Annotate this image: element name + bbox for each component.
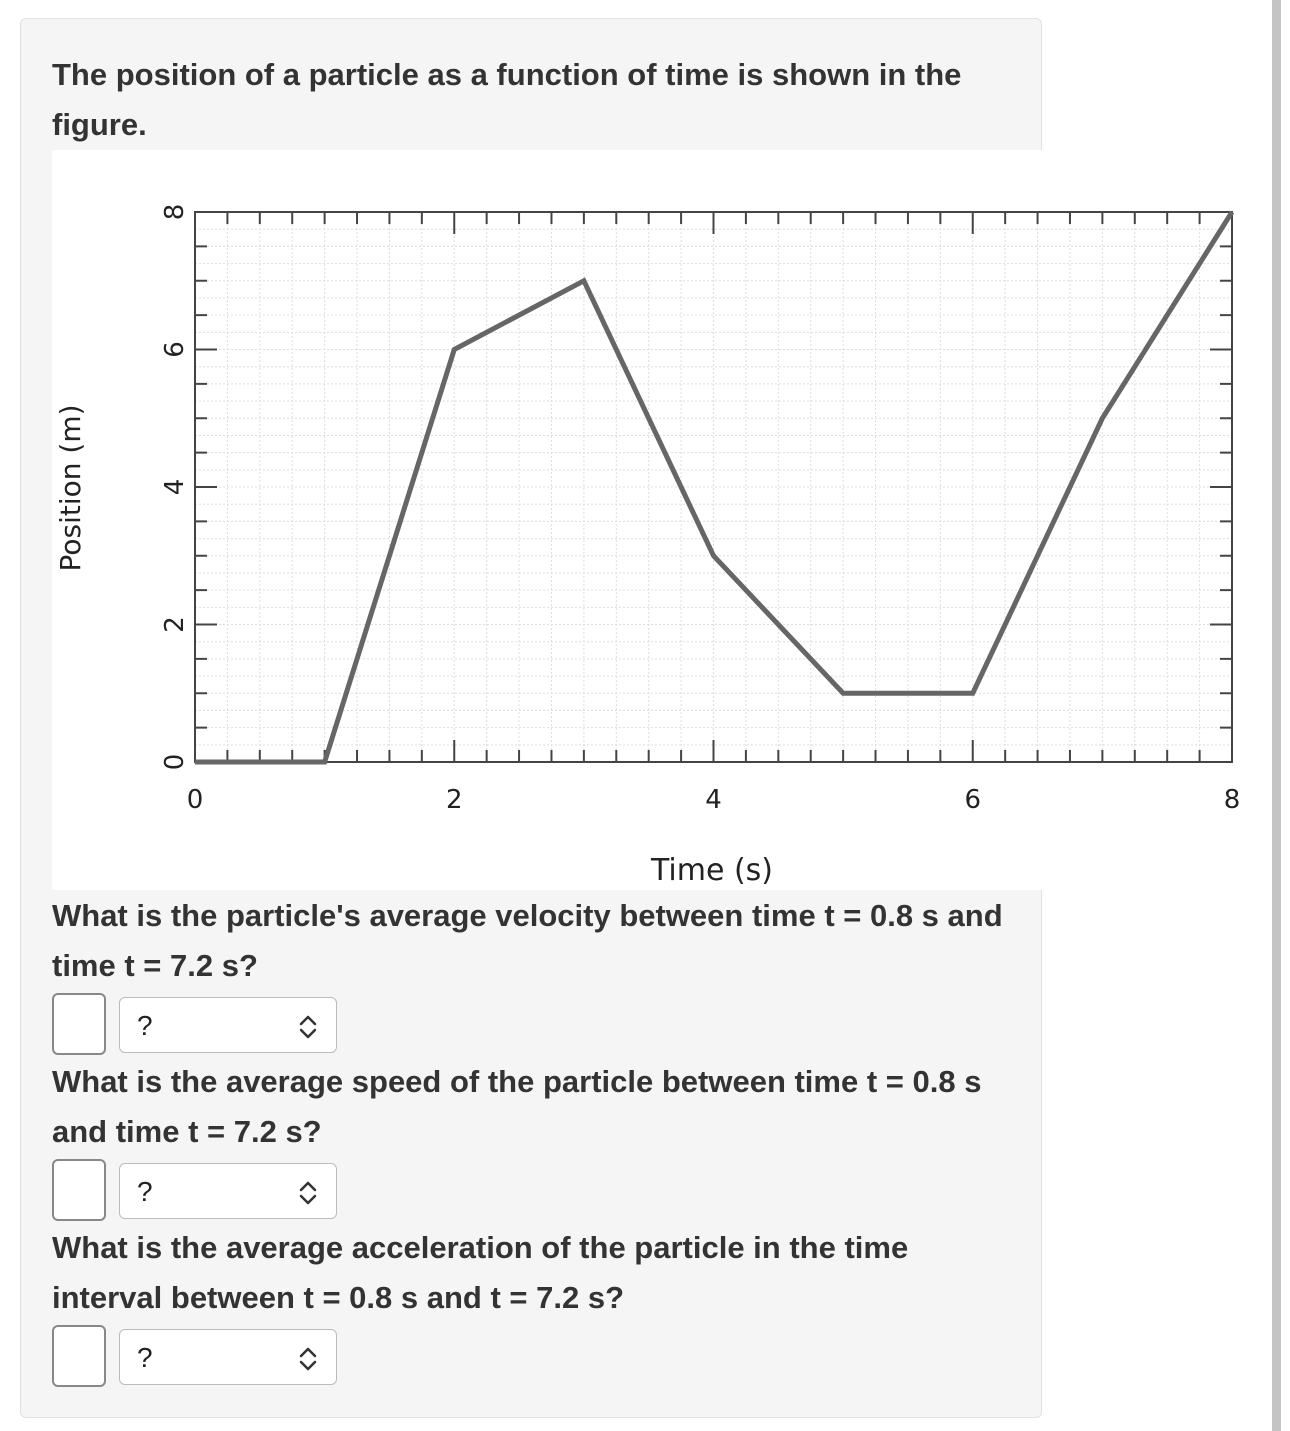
answer-1-input[interactable] — [52, 993, 106, 1055]
x-tick-label: 8 — [1223, 785, 1241, 815]
question-2-prompt: What is the average speed of the particle between time t = 0.8 s and time t = 7.2 s? — [52, 1064, 982, 1149]
x-tick-label: 6 — [964, 785, 982, 815]
answer-3-input[interactable] — [52, 1325, 106, 1387]
answer-2-unit-value: ? — [137, 1176, 153, 1207]
position-time-figure — [52, 150, 1241, 890]
updown-chevron-icon — [298, 1345, 318, 1373]
y-tick-label: 8 — [160, 203, 190, 221]
data-point — [583, 280, 584, 281]
answer-1-unit-select[interactable] — [119, 997, 337, 1053]
data-point — [324, 762, 325, 763]
y-tick-label: 6 — [160, 341, 190, 358]
x-tick-labels — [187, 785, 1241, 815]
data-point — [195, 762, 196, 763]
answer-2-input[interactable] — [52, 1159, 106, 1221]
data-point — [1102, 418, 1103, 419]
data-point — [454, 349, 455, 350]
position-time-chart — [52, 150, 1241, 890]
data-point — [843, 693, 844, 694]
question-intro: The position of a particle as a function of time is shown in the figure. — [52, 57, 962, 142]
y-tick-label: 4 — [160, 478, 190, 496]
answer-3-unit-value: ? — [137, 1342, 153, 1373]
updown-chevron-icon — [298, 1179, 318, 1207]
scrollbar[interactable] — [1272, 0, 1281, 1431]
x-tick-label: 4 — [705, 785, 722, 815]
data-point — [972, 693, 973, 694]
question-3-prompt: What is the average acceleration of the particle in the time interval between t = 0.8 s and t = 7.2 s? — [52, 1230, 909, 1315]
y-tick-label: 2 — [160, 616, 190, 633]
x-axis-label: Time (s) — [651, 853, 773, 888]
x-tick-label: 2 — [445, 785, 463, 815]
data-point — [1232, 212, 1233, 213]
y-tick-labels — [160, 204, 190, 771]
answer-3-unit-select[interactable] — [119, 1329, 337, 1385]
updown-chevron-icon — [298, 1013, 318, 1041]
data-point — [713, 555, 714, 556]
answer-2-unit-select[interactable] — [119, 1163, 337, 1219]
y-axis-label: Position (m) — [54, 404, 87, 572]
answer-1-unit-value: ? — [137, 1010, 153, 1041]
x-tick-label: 0 — [186, 785, 204, 815]
y-tick-label: 0 — [160, 753, 190, 771]
question-1-prompt: What is the particle's average velocity between time t = 0.8 s and time t = 7.2 s? — [52, 898, 1003, 983]
